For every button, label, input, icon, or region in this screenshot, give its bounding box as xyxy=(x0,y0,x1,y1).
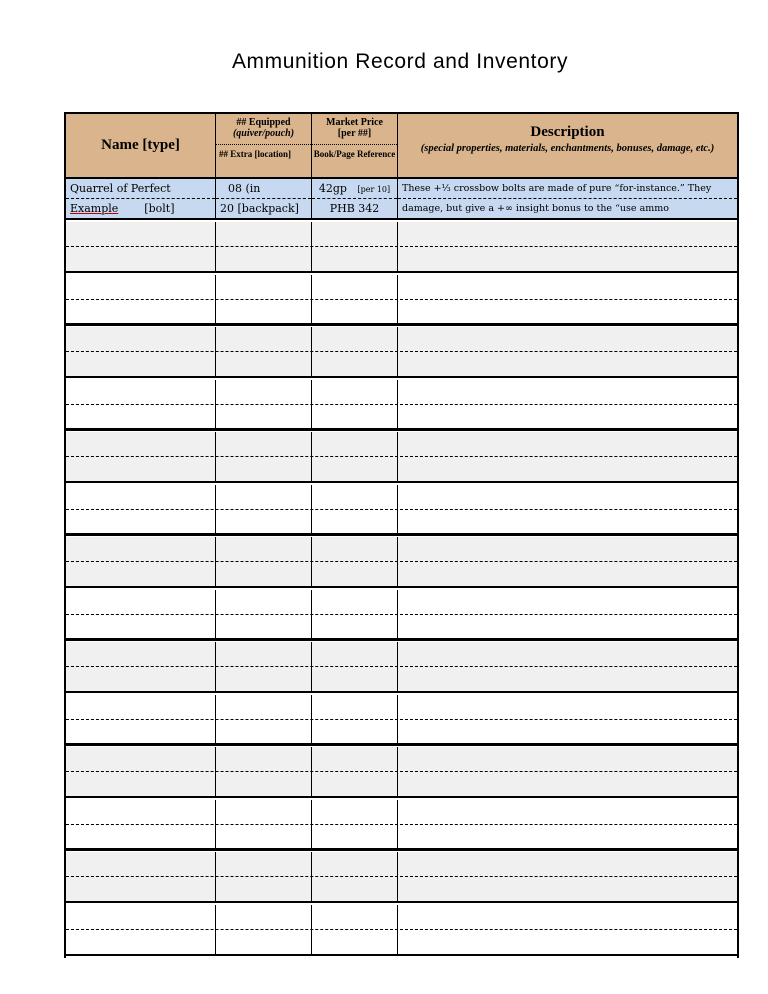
per-label: [per ##] xyxy=(337,128,372,139)
book-page-reference-header: Book/Page Reference xyxy=(313,149,396,159)
column-divider xyxy=(215,275,216,324)
column-divider xyxy=(311,537,312,586)
example-extra[interactable]: 20 [backpack] xyxy=(220,202,299,215)
column-divider xyxy=(397,537,398,586)
example-name-line2[interactable] xyxy=(66,199,215,218)
column-divider xyxy=(311,800,312,849)
column-divider xyxy=(397,327,398,376)
column-divider xyxy=(397,432,398,481)
equipped-label: ## Equipped xyxy=(236,117,291,128)
table-row[interactable] xyxy=(66,537,737,588)
column-divider xyxy=(397,275,398,324)
column-divider xyxy=(215,432,216,481)
equipped-header xyxy=(216,114,312,177)
column-divider xyxy=(311,905,312,954)
example-name[interactable]: Quarrel of Perfect xyxy=(66,179,215,199)
column-divider xyxy=(397,485,398,534)
column-divider xyxy=(397,695,398,744)
example-book-ref[interactable]: PHB 342 xyxy=(329,202,380,215)
column-divider xyxy=(397,852,398,901)
column-divider xyxy=(311,590,312,639)
table-row[interactable] xyxy=(66,590,737,641)
name-type-header: Name [type] xyxy=(66,114,216,177)
table-row[interactable] xyxy=(66,800,737,851)
example-equipped[interactable]: 08 (in xyxy=(216,179,311,199)
column-divider xyxy=(215,380,216,429)
column-divider xyxy=(397,800,398,849)
extra-location-header: ## Extra [location] xyxy=(219,149,291,159)
column-divider xyxy=(311,642,312,691)
example-price-value: 42gp xyxy=(318,182,347,195)
column-divider xyxy=(215,747,216,796)
market-price-label: Market Price xyxy=(326,117,383,128)
table-row[interactable] xyxy=(66,380,737,431)
table-header xyxy=(66,114,737,179)
column-divider xyxy=(215,327,216,376)
column-divider xyxy=(215,222,216,271)
column-divider xyxy=(311,380,312,429)
column-divider xyxy=(215,642,216,691)
table-row[interactable] xyxy=(66,432,737,483)
column-divider xyxy=(215,800,216,849)
column-divider xyxy=(397,642,398,691)
page-title: Ammunition Record and Inventory xyxy=(231,50,569,73)
example-price[interactable] xyxy=(312,179,397,199)
column-divider xyxy=(397,590,398,639)
table-row[interactable] xyxy=(66,327,737,378)
table-row[interactable] xyxy=(66,695,737,746)
column-divider xyxy=(397,747,398,796)
column-divider xyxy=(311,695,312,744)
ammunition-table xyxy=(64,112,739,958)
column-divider xyxy=(311,432,312,481)
example-word: Example xyxy=(70,202,119,215)
description-title: Description xyxy=(530,124,605,140)
table-row[interactable] xyxy=(66,222,737,273)
table-row[interactable] xyxy=(66,485,737,536)
column-divider xyxy=(311,222,312,271)
column-divider xyxy=(215,537,216,586)
example-row xyxy=(66,179,737,220)
column-divider xyxy=(397,222,398,271)
price-header xyxy=(312,114,398,177)
column-divider xyxy=(215,905,216,954)
column-divider xyxy=(311,747,312,796)
equipped-sub-label: (quiver/pouch) xyxy=(232,128,295,139)
column-divider xyxy=(311,485,312,534)
column-divider xyxy=(215,852,216,901)
table-row[interactable] xyxy=(66,747,737,798)
example-description-line2[interactable]: damage, but give a +∞ insight bonus to the “use ammo xyxy=(402,203,669,214)
column-divider xyxy=(311,852,312,901)
column-divider xyxy=(311,327,312,376)
column-divider xyxy=(311,275,312,324)
description-subtitle: (special properties, materials, enchantments, bonuses, damage, etc.) xyxy=(420,143,715,154)
example-type: [bolt] xyxy=(144,202,175,215)
table-row[interactable] xyxy=(66,642,737,693)
column-divider xyxy=(215,590,216,639)
column-divider xyxy=(215,485,216,534)
column-divider xyxy=(397,380,398,429)
column-divider xyxy=(397,905,398,954)
table-row[interactable] xyxy=(66,905,737,956)
example-price-per: [per 10] xyxy=(357,185,391,194)
table-row[interactable] xyxy=(66,275,737,326)
description-header xyxy=(398,114,737,177)
table-row[interactable] xyxy=(66,852,737,903)
column-divider xyxy=(215,695,216,744)
example-description-line1[interactable]: These +⅓ crossbow bolts are made of pure “for-instance.” They xyxy=(398,179,737,199)
